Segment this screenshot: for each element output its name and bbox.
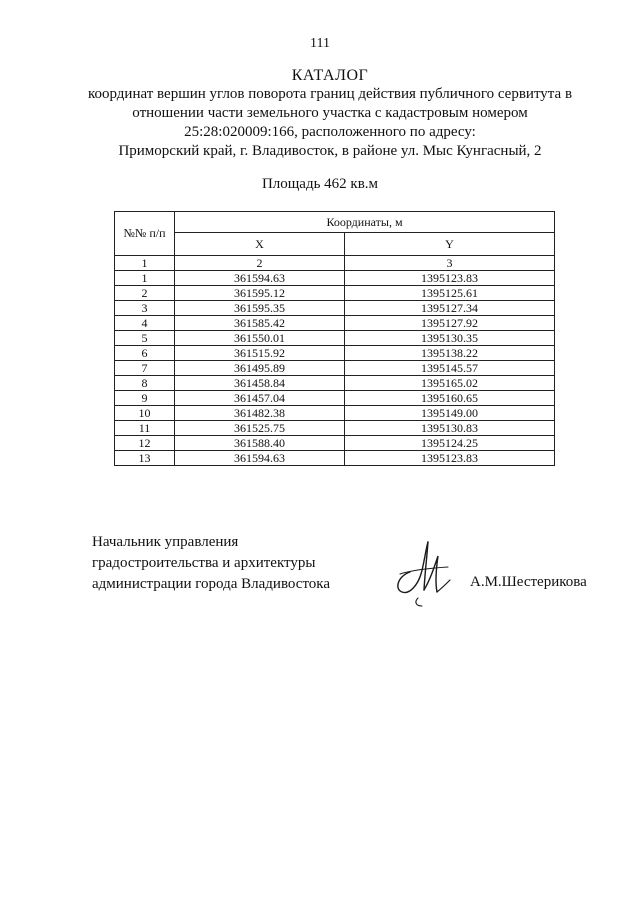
x-coordinate-cell: 361550.01 — [175, 331, 345, 346]
y-coordinate-cell: 1395123.83 — [345, 271, 555, 286]
y-coordinate-cell: 1395149.00 — [345, 406, 555, 421]
table-row — [115, 391, 555, 406]
row-number-cell: 2 — [115, 286, 175, 301]
x-coordinate-cell: 361595.35 — [175, 301, 345, 316]
y-coordinate-cell: 1395160.65 — [345, 391, 555, 406]
area-text: Площадь 462 кв.м — [261, 176, 379, 192]
position-line-3: администрации города Владивостока — [92, 576, 331, 592]
y-coordinate-cell: 1395165.02 — [345, 376, 555, 391]
table-row — [115, 316, 555, 331]
y-coordinate-cell: 1395123.83 — [345, 451, 555, 466]
y-coordinate-cell: 1395125.61 — [345, 286, 555, 301]
table-row — [115, 406, 555, 421]
row-number-cell: 13 — [115, 451, 175, 466]
column-index-cell: 1 — [115, 256, 175, 271]
table-row — [115, 451, 555, 466]
table-row — [115, 421, 555, 436]
x-column-header: X — [175, 233, 345, 256]
row-number-cell: 1 — [115, 271, 175, 286]
row-number-cell: 4 — [115, 316, 175, 331]
coordinates-table — [114, 211, 555, 466]
y-coordinate-cell: 1395124.25 — [345, 436, 555, 451]
x-coordinate-cell: 361595.12 — [175, 286, 345, 301]
row-number-cell: 5 — [115, 331, 175, 346]
table-row — [115, 346, 555, 361]
x-coordinate-cell: 361525.75 — [175, 421, 345, 436]
table-row — [115, 331, 555, 346]
column-index-cell: 3 — [345, 256, 555, 271]
row-number-cell: 9 — [115, 391, 175, 406]
y-column-header: Y — [345, 233, 555, 256]
row-number-cell: 6 — [115, 346, 175, 361]
y-coordinate-cell: 1395127.34 — [345, 301, 555, 316]
signatory-position — [92, 532, 330, 595]
column-index-cell: 2 — [175, 256, 345, 271]
x-coordinate-cell: 361594.63 — [175, 271, 345, 286]
row-number-cell: 12 — [115, 436, 175, 451]
table-row — [115, 376, 555, 391]
table-row — [115, 361, 555, 376]
coordinates-header: Координаты, м — [175, 212, 555, 233]
header-line-3: 25:28:020009:166, расположенного по адресу: — [184, 124, 476, 140]
x-coordinate-cell: 361482.38 — [175, 406, 345, 421]
column-index-row — [115, 256, 555, 271]
y-coordinate-cell: 1395130.83 — [345, 421, 555, 436]
x-coordinate-cell: 361585.42 — [175, 316, 345, 331]
row-number-cell: 8 — [115, 376, 175, 391]
x-coordinate-cell: 361458.84 — [175, 376, 345, 391]
position-line-1: Начальник управления — [92, 534, 239, 550]
row-number-cell: 7 — [115, 361, 175, 376]
signer-name: А.М.Шестерикова — [470, 574, 587, 590]
header-line-2: отношении части земельного участка с кадастровым номером — [132, 105, 528, 121]
table-row — [115, 271, 555, 286]
table-row — [115, 286, 555, 301]
y-coordinate-cell: 1395138.22 — [345, 346, 555, 361]
row-number-cell: 11 — [115, 421, 175, 436]
y-coordinate-cell: 1395145.57 — [345, 361, 555, 376]
document-title: КАТАЛОГ — [291, 67, 369, 84]
x-coordinate-cell: 361457.04 — [175, 391, 345, 406]
position-line-2: градостроительства и архитектуры — [92, 555, 316, 571]
x-coordinate-cell: 361495.89 — [175, 361, 345, 376]
table-row — [115, 436, 555, 451]
y-coordinate-cell: 1395127.92 — [345, 316, 555, 331]
y-coordinate-cell: 1395130.35 — [345, 331, 555, 346]
header-line-1: координат вершин углов поворота границ действия публичного сервитута в — [87, 86, 573, 102]
number-column-header: №№ п/п — [115, 212, 175, 256]
handwritten-signature — [388, 534, 458, 614]
table-row — [115, 301, 555, 316]
row-number-cell: 3 — [115, 301, 175, 316]
page-number: 111 — [310, 36, 330, 51]
x-coordinate-cell: 361515.92 — [175, 346, 345, 361]
x-coordinate-cell: 361594.63 — [175, 451, 345, 466]
document-header — [80, 66, 580, 161]
header-line-4: Приморский край, г. Владивосток, в районе ул. Мыс Кунгасный, 2 — [118, 143, 542, 159]
row-number-cell: 10 — [115, 406, 175, 421]
x-coordinate-cell: 361588.40 — [175, 436, 345, 451]
